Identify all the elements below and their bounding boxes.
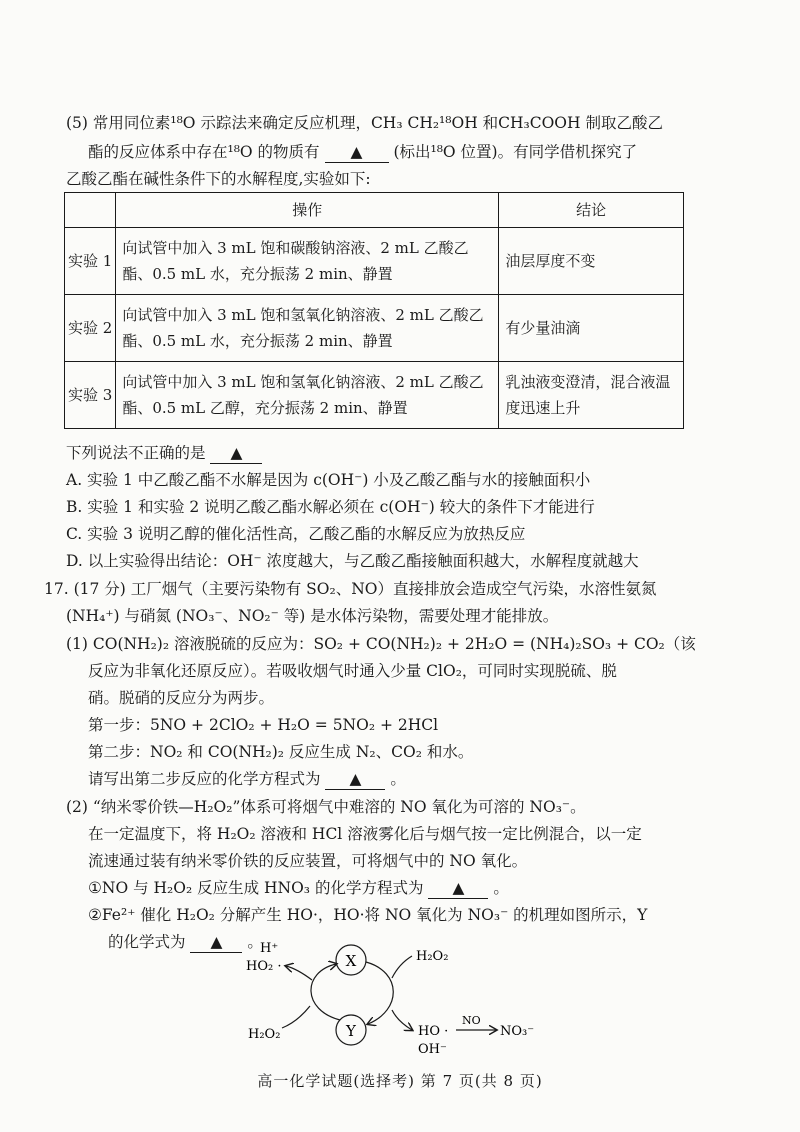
q17-step-1: 第一步：5NO + 2ClO₂ + H₂O = 5NO₂ + 2HCl <box>88 716 439 734</box>
table-header: 结论 <box>499 193 684 228</box>
label-h-plus: H⁺ <box>260 941 279 956</box>
ask-text: 请写出第二步反应的化学方程式为 <box>88 770 321 788</box>
option-d: D. 以上实验得出结论：OH⁻ 浓度越大，与乙酸乙酯接触面积越大，水解程度就越大 <box>66 552 639 570</box>
option-b: B. 实验 1 和实验 2 说明乙酸乙酯水解必须在 c(OH⁻) 较大的条件下才能进行 <box>66 498 595 516</box>
q17-sub-2-line-1: ②Fe²⁺ 催化 H₂O₂ 分解产生 HO·，HO·将 NO 氧化为 NO₃⁻ 的机理如图所示，Y <box>88 906 648 924</box>
arrow-left-arc <box>311 964 340 1020</box>
q17-sub-1 <box>88 875 509 901</box>
q5-line-3: 乙酸乙酯在碱性条件下的水解程度,实验如下: <box>66 170 371 188</box>
arrow-right-arc <box>366 962 393 1024</box>
experiment-conclusion: 乳浊液变澄清，混合液温度迅速上升 <box>499 362 684 429</box>
label-no: NO <box>462 1014 481 1027</box>
label-no3: NO₃⁻ <box>500 1024 535 1039</box>
page-footer: 高一化学试题(选择考) 第 7 页(共 8 页) <box>257 1072 543 1090</box>
experiment-operation: 向试管中加入 3 mL 饱和氢氧化钠溶液、2 mL 乙酸乙酯、0.5 mL 水，充分振荡 2 min、静置 <box>116 295 499 362</box>
mechanism-diagram <box>230 940 550 1065</box>
label-y: Y <box>346 1022 356 1040</box>
answer-blank[interactable]: ▲ <box>325 142 389 163</box>
arrow-out-ho2 <box>286 966 312 980</box>
answer-blank[interactable]: ▲ <box>210 443 262 464</box>
q17-part2-line-3: 流速通过装有纳米零价铁的反应装置，可将烟气中的 NO 氧化。 <box>88 852 528 870</box>
q17-intro-2: (NH₄⁺) 与硝氮 (NO₃⁻、NO₂⁻ 等) 是水体污染物，需要处理才能排放。 <box>66 607 559 625</box>
label-h2o2-left: H₂O₂ <box>248 1027 281 1042</box>
option-c: C. 实验 3 说明乙醇的催化活性高，乙酸乙酯的水解反应为放热反应 <box>66 525 526 543</box>
arrow-out-ho <box>392 1010 412 1030</box>
arrow-in-h2o2-right <box>392 956 412 978</box>
q17-part1-line-1: (1) CO(NH₂)₂ 溶液脱硫的反应为：SO₂ + CO(NH₂)₂ + 2H₂O = (NH₄)₂SO₃ + CO₂（该 <box>66 635 696 653</box>
period: 。 <box>493 879 509 897</box>
q5-line-2 <box>88 139 637 165</box>
option-a: A. 实验 1 中乙酸乙酯不水解是因为 c(OH⁻) 小及乙酸乙酯与水的接触面积小 <box>66 471 591 489</box>
q17-part2-line-1: (2) “纳米零价铁—H₂O₂”体系可将烟气中难溶的 NO 氧化为可溶的 NO₃⁻。 <box>66 798 586 816</box>
arrow-in-h2o2 <box>282 1006 310 1028</box>
experiment-label: 实验 3 <box>65 362 116 429</box>
label-ho2: HO₂ · <box>246 959 282 974</box>
table-header: 操作 <box>116 193 499 228</box>
q5-line-2a: 酯的反应体系中存在¹⁸O 的物质有 <box>88 143 320 161</box>
experiment-operation: 向试管中加入 3 mL 饱和碳酸钠溶液、2 mL 乙酸乙酯、0.5 mL 水，充分振荡 2 min、静置 <box>116 228 499 295</box>
label-ho: HO · <box>418 1024 449 1039</box>
answer-blank[interactable]: ▲ <box>190 932 242 953</box>
table-header-row <box>65 193 684 228</box>
experiment-conclusion: 有少量油滴 <box>499 295 684 362</box>
q17-intro-1: 17. (17 分) 工厂烟气（主要污染物有 SO₂、NO）直接排放会造成空气污染，水溶性氨氮 <box>44 580 657 598</box>
question-prompt <box>66 440 262 466</box>
experiment-conclusion: 油层厚度不变 <box>499 228 684 295</box>
experiment-operation: 向试管中加入 3 mL 饱和氢氧化钠溶液、2 mL 乙酸乙酯、0.5 mL 乙醇，充分振荡 2 min、静置 <box>116 362 499 429</box>
label-oh: OH⁻ <box>418 1042 447 1057</box>
prompt-text: 下列说法不正确的是 <box>66 444 206 462</box>
answer-blank[interactable]: ▲ <box>428 878 488 899</box>
period: 。 <box>390 770 406 788</box>
table-row <box>65 362 684 429</box>
period: 。 <box>247 933 263 951</box>
table-header <box>65 193 116 228</box>
experiment-label: 实验 1 <box>65 228 116 295</box>
experiment-label: 实验 2 <box>65 295 116 362</box>
q5-line-1: (5) 常用同位素¹⁸O 示踪法来确定反应机理，CH₃ CH₂¹⁸OH 和CH₃COOH 制取乙酸乙 <box>66 114 663 132</box>
table-row <box>65 228 684 295</box>
q5-line-2b: (标出¹⁸O 位置)。有同学借机探究了 <box>393 143 638 161</box>
experiment-table <box>64 192 684 429</box>
table-row <box>65 295 684 362</box>
q17-part1-line-2: 反应为非氧化还原反应）。若吸收烟气时通入少量 ClO₂，可同时实现脱硫、脱 <box>88 662 617 680</box>
answer-blank[interactable]: ▲ <box>325 769 385 790</box>
label-h2o2-right: H₂O₂ <box>416 949 449 964</box>
q17-part1-line-3: 硝。脱硝的反应分为两步。 <box>88 689 275 707</box>
q17-part2-line-2: 在一定温度下，将 H₂O₂ 溶液和 HCl 溶液雾化后与烟气按一定比例混合，以一定 <box>88 825 642 843</box>
sub1-text: ①NO 与 H₂O₂ 反应生成 HNO₃ 的化学方程式为 <box>88 879 424 897</box>
q17-step-2: 第二步：NO₂ 和 CO(NH₂)₂ 反应生成 N₂、CO₂ 和水。 <box>88 743 474 761</box>
label-x: X <box>345 952 357 970</box>
sub2-text: 的化学式为 <box>108 933 186 951</box>
q17-ask-1 <box>88 766 406 792</box>
